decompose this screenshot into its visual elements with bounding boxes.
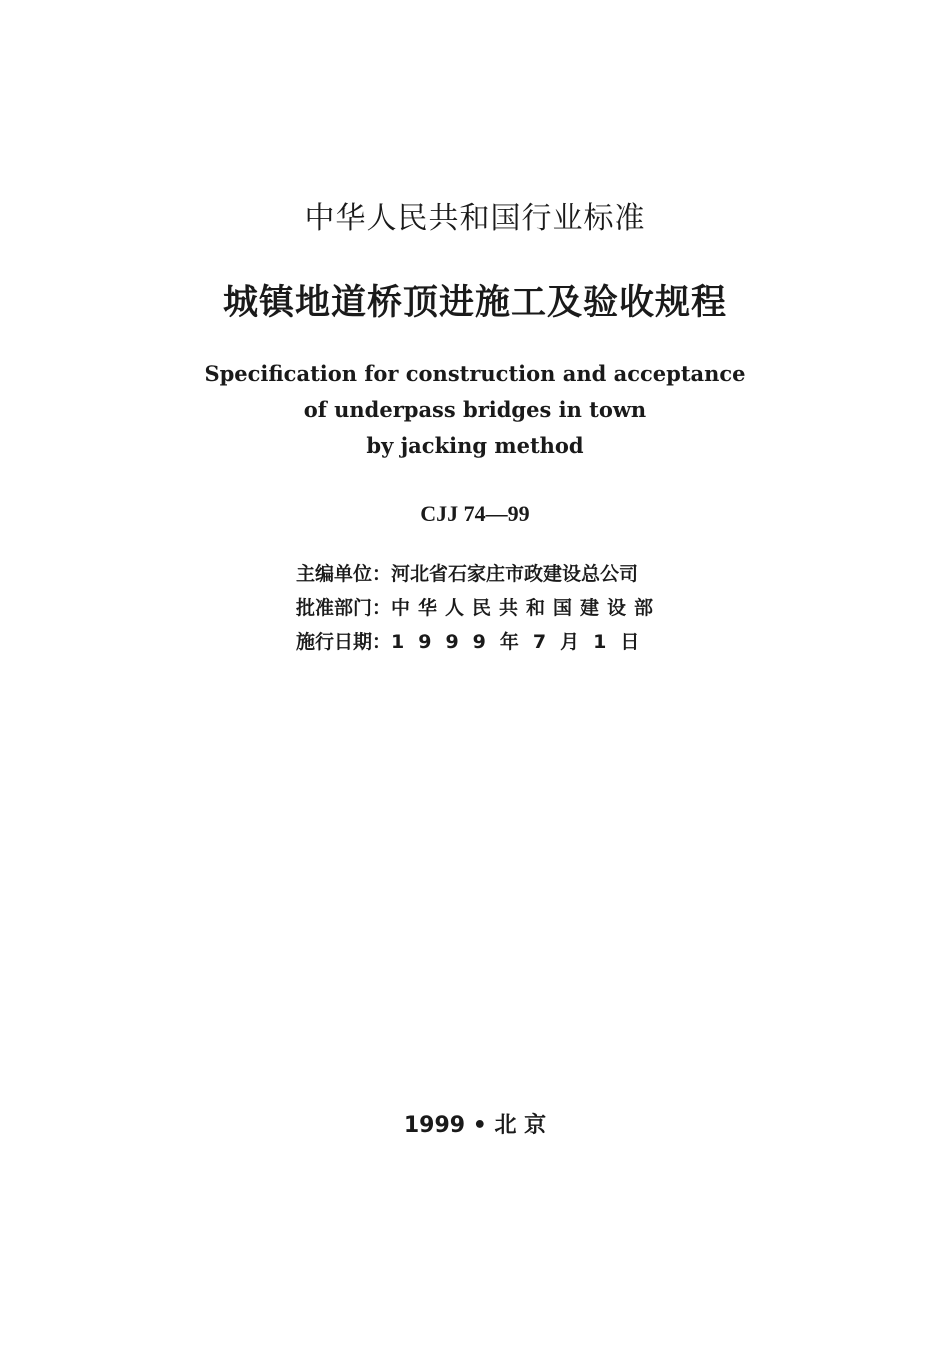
- english-title-line-3: by jacking method: [366, 433, 584, 458]
- standard-category-header: 中华人民共和国行业标准: [304, 201, 646, 236]
- standard-code: CJJ 74—99: [420, 501, 530, 526]
- publication-meta: [296, 557, 661, 659]
- editor-value: 河北省石家庄市政建设总公司: [391, 563, 639, 585]
- effective-date-row: [296, 625, 661, 659]
- approver-label: 批准部门：: [296, 597, 392, 619]
- english-title-line-2: of underpass bridges in town: [303, 397, 647, 422]
- english-title-line-1: Specification for construction and acceptance: [204, 361, 746, 386]
- chinese-title: 城镇地道桥顶进施工及验收规程: [222, 283, 727, 323]
- effective-date-label: 施行日期：: [296, 631, 392, 653]
- editor-row: [296, 557, 661, 591]
- publication-imprint: 1999 • 北 京: [403, 1113, 547, 1138]
- approver-row: [296, 591, 661, 625]
- english-title: [0, 356, 950, 464]
- approver-value: 中华人民共和国建设部: [391, 597, 662, 619]
- editor-label: 主编单位：: [296, 563, 392, 585]
- effective-date-value: 1999年7月1日: [391, 631, 654, 653]
